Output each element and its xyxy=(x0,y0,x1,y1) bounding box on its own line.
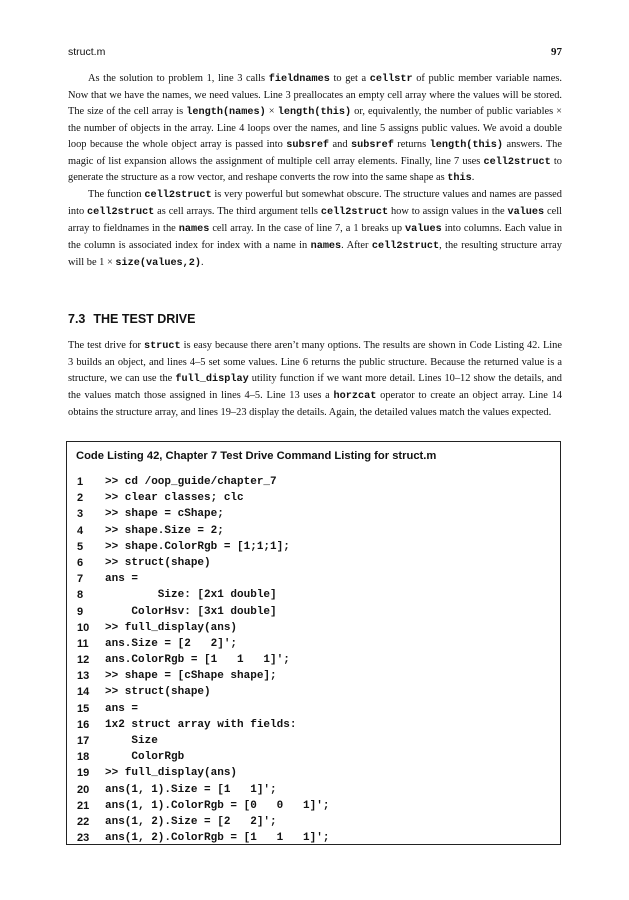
section-body xyxy=(68,338,562,421)
paragraph xyxy=(68,187,562,272)
line-number: 4 xyxy=(77,524,84,537)
line-number: 18 xyxy=(77,751,90,764)
line-code: >> clear classes; clc xyxy=(105,492,244,505)
line-number: 17 xyxy=(77,735,90,747)
text-run: to get a xyxy=(329,73,370,84)
inline-code: values xyxy=(507,207,545,219)
text-run: returns xyxy=(393,138,430,150)
line-code: >> struct(shape) xyxy=(105,686,211,699)
line-number: 15 xyxy=(77,702,90,715)
code-line xyxy=(67,684,560,700)
inline-code: cell2struct xyxy=(320,207,389,219)
code-lines xyxy=(67,474,560,846)
code-line xyxy=(67,668,560,684)
line-code: ans.ColorRgb = [1 1 1]'; xyxy=(105,654,290,667)
text-run: The test drive for xyxy=(68,340,144,351)
text-run: . After xyxy=(341,240,372,252)
code-line xyxy=(67,490,560,506)
line-code: ans.Size = [2 2]'; xyxy=(105,637,238,650)
text-run: operator to create an object array. Line 14 obtains the structure array, and lines 19–23 display the details. Again, the detailed values match the values expected. xyxy=(68,389,562,418)
line-code: ans(1, 1).ColorRgb = [0 0 1]'; xyxy=(105,799,330,812)
line-code: >> full_display(ans) xyxy=(105,621,238,634)
line-code: ColorHsv: [3x1 double] xyxy=(105,605,277,618)
text-run: The function xyxy=(88,189,145,201)
line-code: >> struct(shape) xyxy=(105,556,211,569)
text-run: cell array. In the case of line 7, a 1 breaks up xyxy=(209,223,406,235)
inline-code: cell2struct xyxy=(371,241,440,253)
line-code: >> full_display(ans) xyxy=(105,767,238,780)
inline-code: horzcat xyxy=(333,390,377,402)
code-line xyxy=(67,830,560,846)
inline-code: subsref xyxy=(351,139,394,151)
line-number: 5 xyxy=(77,540,84,553)
text-run: to generate the structure as a row vector, and reshape converts the row into the same shape as xyxy=(68,155,562,184)
inline-code: size(values,2) xyxy=(115,257,202,269)
text-run: into columns. Each value in the column is associated index for index with a name in xyxy=(68,223,563,252)
text-run: As the solution to problem 1, line 3 calls xyxy=(88,73,269,84)
code-line xyxy=(67,814,560,830)
inline-code: values xyxy=(405,224,442,236)
line-number: 12 xyxy=(77,654,90,667)
inline-code: full_display xyxy=(175,373,249,385)
line-code: >> cd /oop_guide/chapter_7 xyxy=(105,476,277,488)
line-code: >> shape = cShape; xyxy=(105,508,224,521)
line-number: 21 xyxy=(77,799,90,812)
line-number: 6 xyxy=(77,556,84,569)
paragraph xyxy=(68,338,562,421)
line-code: >> shape = [cShape shape]; xyxy=(105,670,277,683)
text-run: utility function if we want more detail. Lines 10–12 show the details, and the values match those assigned in lines 4–5. Line 13 uses a xyxy=(68,372,562,401)
code-line xyxy=(67,782,560,798)
text-run: or, equivalently, the number of public variables × the number of objects in the array. Line 4 loops over the names, and line 5 assigns public values. We avoid a double loop because the whole object array is passed into xyxy=(68,105,563,150)
line-number: 3 xyxy=(77,508,84,521)
text-run: as cell arrays. The third argument tells xyxy=(154,206,321,218)
code-line xyxy=(67,506,560,522)
line-code: Size: [2x1 double] xyxy=(105,589,277,602)
inline-code: names xyxy=(178,224,210,236)
text-run: of public member variable names. Now that we have the names, we need values. Line 3 preallocates an empty cell array where the values will be stored. The size of the cell array is xyxy=(68,73,563,117)
inline-code: names xyxy=(310,241,342,253)
code-listing xyxy=(66,441,561,845)
line-number: 8 xyxy=(77,589,84,602)
text-run: , the resulting structure array will be 1 × xyxy=(68,240,562,268)
line-code: ColorRgb xyxy=(105,751,185,764)
code-line xyxy=(67,701,560,717)
inline-code: fieldnames xyxy=(268,74,330,85)
code-line xyxy=(67,555,560,571)
text-run: × xyxy=(265,105,278,117)
line-number: 19 xyxy=(77,767,90,780)
code-line xyxy=(67,636,560,652)
inline-code: cell2struct xyxy=(483,156,551,168)
section-title: THE TEST DRIVE xyxy=(93,312,196,326)
page-number: 97 xyxy=(551,46,562,58)
inline-code: struct xyxy=(143,341,181,352)
line-code: Size xyxy=(105,735,158,747)
code-line xyxy=(67,474,560,490)
text-run: . xyxy=(471,172,475,184)
code-line xyxy=(67,523,560,539)
code-line xyxy=(67,798,560,814)
text-run: how to assign values in the xyxy=(388,206,508,218)
line-number: 7 xyxy=(77,573,84,586)
line-code: 1x2 struct array with fields: xyxy=(105,718,297,731)
code-line xyxy=(67,620,560,636)
inline-code: length(names) xyxy=(186,106,266,118)
line-number: 22 xyxy=(77,815,90,828)
code-line xyxy=(67,733,560,749)
inline-code: this xyxy=(447,173,472,185)
code-line xyxy=(67,539,560,555)
line-number: 13 xyxy=(77,670,90,683)
code-line xyxy=(67,604,560,620)
text-run: and xyxy=(329,138,352,150)
line-code: >> shape.Size = 2; xyxy=(105,524,224,537)
code-line xyxy=(67,765,560,781)
page-header xyxy=(68,46,562,62)
line-code: ans(1, 1).Size = [1 1]'; xyxy=(105,783,277,796)
line-number: 11 xyxy=(77,637,89,650)
line-number: 20 xyxy=(77,783,90,796)
paragraph xyxy=(68,71,562,187)
code-line xyxy=(67,652,560,668)
inline-code: length(this) xyxy=(429,139,503,151)
inline-code: cellstr xyxy=(369,74,413,85)
line-code: ans(1, 2).Size = [2 2]'; xyxy=(105,815,277,828)
running-title: struct.m xyxy=(68,46,106,58)
inline-code: subsref xyxy=(286,139,330,151)
intro-text xyxy=(68,71,562,272)
line-number: 10 xyxy=(77,621,90,634)
line-number: 16 xyxy=(77,718,90,731)
line-number: 14 xyxy=(77,686,90,699)
line-number: 1 xyxy=(77,476,84,488)
line-code: ans(1, 2).ColorRgb = [1 1 1]'; xyxy=(105,832,330,845)
code-line xyxy=(67,749,560,765)
text-run: is easy because there aren’t many options. The results are shown in Code Listing 42. Line 3 builds an object, and lines 4–5 set some values. Line 6 returns the public structure. Because the returned value is a structure, we can use the xyxy=(68,340,562,384)
text-run: cell array to fieldnames in the xyxy=(68,206,563,235)
line-number: 9 xyxy=(77,605,84,618)
code-line xyxy=(67,587,560,603)
inline-code: cell2struct xyxy=(87,207,155,219)
line-number: 23 xyxy=(77,832,90,845)
inline-code: length(this) xyxy=(277,106,352,118)
line-code: >> shape.ColorRgb = [1;1;1]; xyxy=(105,540,290,553)
inline-code: cell2struct xyxy=(144,190,212,202)
text-run: . xyxy=(201,256,204,268)
line-code: ans = xyxy=(105,573,139,586)
line-number: 2 xyxy=(77,492,84,505)
code-line xyxy=(67,717,560,733)
code-line xyxy=(67,571,560,587)
section-heading xyxy=(68,312,195,326)
text-run: answers. The magic of list expansion allows the assignment of multiple cell array elements. Finally, line 7 uses xyxy=(68,138,562,167)
section-number: 7.3 xyxy=(68,312,86,326)
line-code: ans = xyxy=(105,702,139,715)
text-run: is very powerful but somewhat obscure. The structure values and names are passed into xyxy=(68,189,562,218)
code-listing-title: Code Listing 42, Chapter 7 Test Drive Command Listing for struct.m xyxy=(76,450,437,462)
